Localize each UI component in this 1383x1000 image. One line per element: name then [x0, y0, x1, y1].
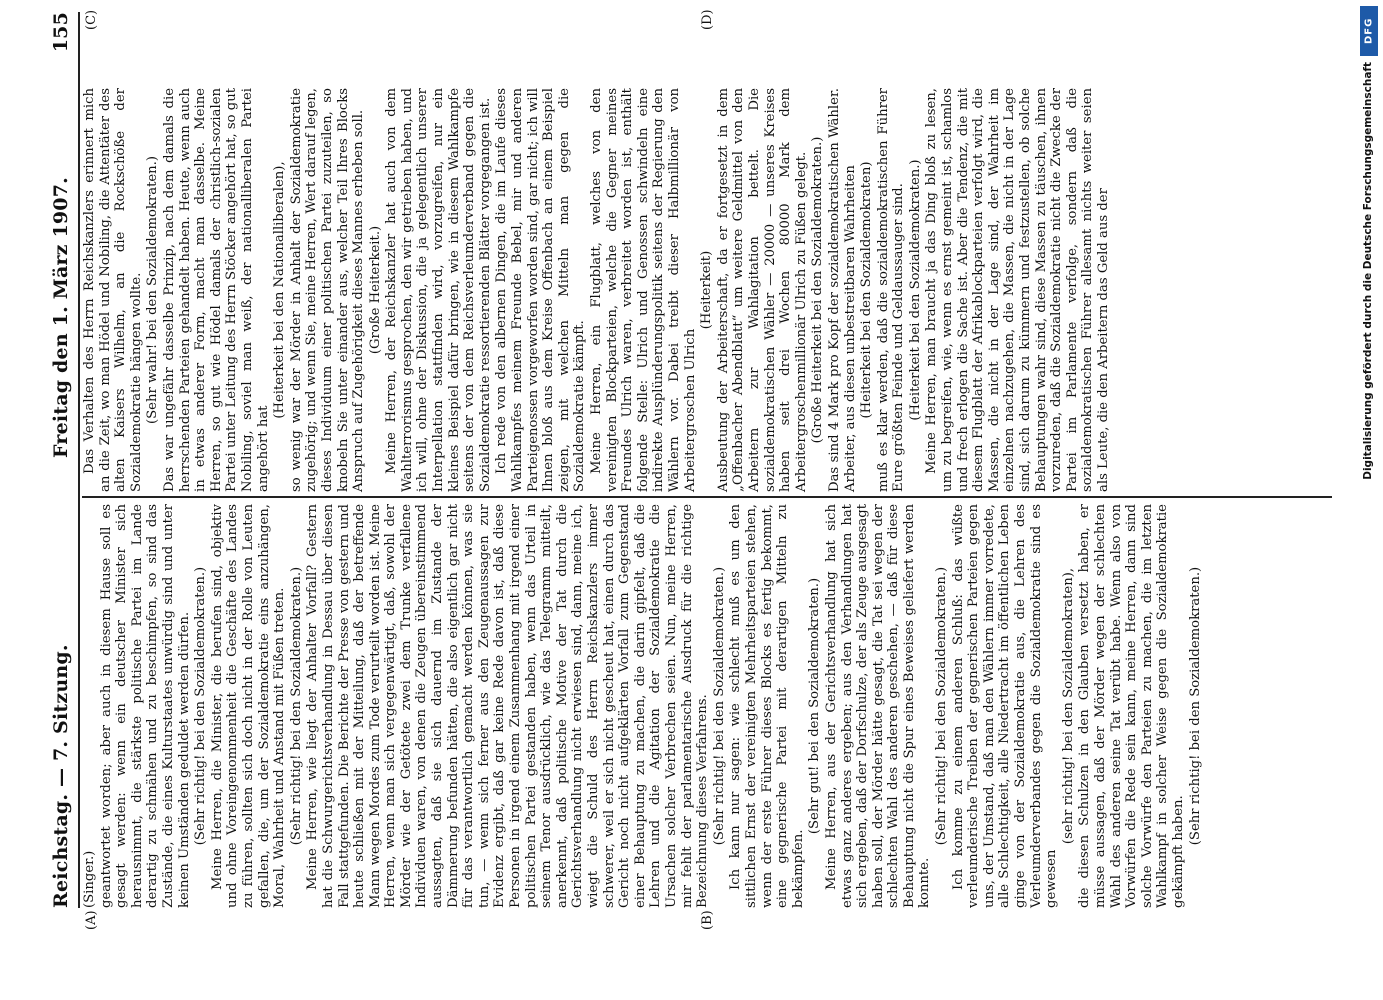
paragraph: muß es klar werden, daß die sozialdemokratischen Führer Eure größten Feinde und Geldaussauger sind.	[875, 88, 907, 492]
page-number: 155	[50, 12, 72, 53]
paragraph: Meine Herren, die Minister, die berufen sind, objektiv und ohne Voreingenommenheit die Geschäfte des Landes zu führen, sollten sich doch nicht in der Rolle von Leuten gefallen, die, um der Sozialdemokratie eins anzuhängen, Moral, Wahrheit und Anstand mit Füßen treten.	[209, 504, 288, 908]
interjection: (Große Heiterkeit.)	[367, 225, 383, 355]
paragraph: Meine Herren, ein Flugblatt, welches von den vereinigten Blockparteien, welche die Gegner meines Freundes Ulrich waren, verbreitet worden ist, enthält folgende Stelle: Ulrich und Genossen schwindeln eine indirekte Ausplünderungspolitik seitens der Regierung den Wählern vor. Dabei treibt dieser Halbmillionär von Arbeitergroschen Ulrich	[589, 88, 698, 492]
paragraph: Ausbeutung der Arbeiterschaft, da er fortgesetzt in dem „Offenbacher Abendblatt“ um weitere Geldmittel von den Arbeitern zur Wahlagitation bettelt. Die sozialdemokratischen Wähler — 20000 — unseres Kreises haben seit drei Wochen 80000 Mark dem Arbeitergroschenmillionär Ulrich zu Füßen gelegt.	[715, 88, 809, 492]
interjection: (Sehr richtig! bei den Sozialdemokraten.)	[1187, 566, 1203, 846]
dfg-logo: DFG	[1360, 6, 1378, 56]
paragraph: Meine Herren, aus der Gerichtsverhandlung hat sich etwas ganz anderes ergeben; aus den Verhandlungen hat sich ergeben, daß der Dorfschulze, der als Zeuge ausgesagt haben soll, der Mörder hätte gesagt, die Tat sei wegen der schlechten Wahl des anderen geschehen, — daß für diese Behauptung nicht die Spur eines Beweises geliefert werden konnte.	[823, 504, 933, 908]
header-session: Reichstag. — 7. Sitzung.	[50, 644, 72, 908]
paragraph: Ich komme zu einem anderen Schluß: das wüßte verleumderische Treiben der gegnerischen Parteien gegen uns, der Umstand, daß man den Wählern immer vorredete, alle Schlechtigkeit, alle Niedertracht im öffentlichen Leben ginge von der Sozialdemokratie aus, die Lehren des Verleumderverbandes gegen die Sozialdemokratie sind es gewesen	[950, 504, 1060, 908]
interjection: (Sehr richtig! bei den Sozialdemokraten.)	[193, 566, 209, 846]
interjection: (Heiterkeit bei den Sozialdemokraten)	[859, 161, 875, 419]
interjection: (Sehr richtig! bei den Sozialdemokraten.)	[934, 566, 950, 846]
paragraph: Ich kann nur sagen: wie schlecht muß es um den sittlichen Ernst der vereinigten Mehrheitsparteien stehen, wenn der erste Führer dieses Blocks es fertig bekommt, eine gegnerische Partei mit derartigen Mitteln zu bekämpfen.	[728, 504, 806, 908]
margin-marker-b: (B)	[700, 910, 715, 930]
page-header	[50, 12, 80, 908]
margin-marker-c: (C)	[84, 9, 99, 30]
paragraph: die diesen Schulzen in den Glauben versetzt haben, er müsse aussagen, daß der Mörder wegen der schlechten Wahl des anderen seine Tat verübt habe. Wenn also von Vorwürfen die Rede sein kann, meine Herren, dann sind solche Vorwürfe den Parteien zu machen, die im letzten Wahlkampf in solcher Weise gegen die Sozialdemokratie gekämpft haben.	[1077, 504, 1186, 908]
left-column	[82, 504, 1204, 908]
digitization-credit-text: Digitalisierung gefördert durch die Deutsche Forschungsgemeinschaft	[1362, 62, 1374, 480]
paragraph: Das sind 4 Mark pro Kopf der sozialdemokratischen Wähler. Arbeiter, aus diesen unbestreitbaren Wahrheiten	[826, 88, 858, 492]
paragraph: geantwortet worden; aber auch in diesem Hause soll es gesagt werden: wenn ein deutscher Minister sich herausnimmt, die stärkste politische Partei im Lande derartig zu schmähen und zu beschimpfen, so sind das Zustände, die eines Kulturstaates unwürdig sind und unter keinen Umständen geduldet werden dürfen.	[98, 504, 192, 908]
interjection: (Sehr richtig! bei den Sozialdemokraten.)	[711, 566, 727, 846]
interjection: (Sehr wahr! bei den Sozialdemokraten.)	[145, 156, 161, 424]
interjection: (Große Heiterkeit bei den Sozialdemokraten.)	[810, 136, 826, 444]
paragraph: (Singer.)	[82, 850, 97, 908]
paragraph: Meine Herren, man braucht ja das Ding bloß zu lesen, um zu begreifen, wie, wenn es ernst gemeint ist, schamlos und frech erlogen die Sache ist. Aber die Tendenz, die mit diesem Flugblatt der Afrikablockparteien verfolgt wird, die Massen, die nicht in der Lage sind, der Wahrheit im einzelnen nachzugehen, die Massen, die nicht in der Lage sind, sich darum zu kümmern und festzustellen, ob solche Behauptungen wahr sind, diese Massen zu täuschen, ihnen vorzureden, daß die Sozialdemokratie nicht die Zwecke der Partei im Parlamente verfolge, sondern daß die sozialdemokratischen Führer allesamt nichts weiter seien als Leute, die den Arbeitern das Geld aus der	[924, 88, 1111, 492]
header-date: Freitag den 1. März 1907.	[50, 177, 72, 458]
interjection: (Heiterkeit)	[699, 250, 715, 330]
digitization-credit	[1358, 0, 1382, 1000]
column-divider	[82, 496, 1332, 498]
right-column	[82, 88, 1113, 492]
header-rule	[78, 12, 80, 908]
interjection: (Sehr richtig! bei den Sozialdemokraten.)	[288, 566, 304, 846]
paragraph: so wenig war der Mörder in Anhalt der Sozialdemokratie zugehörig; und wenn Sie, meine Herren, Wert darauf legen, dieses Individuum einer politischen Partei zuzuteilen, so knobeln Sie unter einander aus, welcher Teil Ihres Blocks Anspruch auf Zugehörigkeit dieses Mannes erheben soll.	[288, 88, 367, 492]
paragraph: Das Verhalten des Herrn Reichskanzlers erinnert mich an die Zeit, wo man Hödel und Nobiling, die Attentäter des alten Kaisers Wilhelm, an die Rockschöße der Sozialdemokratie hängen wollte.	[82, 88, 144, 492]
interjection: (Heiterkeit bei den Sozialdemokraten.)	[907, 159, 923, 421]
interjection: (Heiterkeit bei den Nationalliberalen),	[272, 161, 288, 419]
interjection: (Sehr gut! bei den Sozialdemokraten.)	[807, 577, 823, 835]
paragraph: Meine Herren, der Reichskanzler hat auch von dem Wahlterrorismus gesprochen, den wir getrieben haben, und ich will, ohne der Diskussion, die ja gelegentlich unserer Interpellation stattfinden wird, vorzugreifen, nur ein kleines Beispiel dafür bringen, wie in diesem Wahlkampfe seitens der von dem Reichsverleumderverband gegen die Sozialdemokratie ressortierenden Blätter vorgegangen ist.	[384, 88, 493, 492]
paragraph: Das war ungefähr dasselbe Prinzip, nach dem damals die herrschenden Parteien gehandelt haben. Heute, wenn auch in etwas anderer Form, macht man dasselbe. Meine Herren, so gut wie Hödel damals der christlich-sozialen Partei unter Leitung des Herrn Stöcker angehört hat, so gut Nobiling, soviel man weiß, der nationalliberalen Partei angehört hat	[161, 87, 271, 492]
interjection: (sehr richtig! bei den Sozialdemokraten),	[1060, 567, 1076, 845]
paragraph: Meine Herren, wie liegt der Anhalter Vorfall? Gestern hat die Schwurgerichtsverhandlung in Dessau über diesen Fall stattgefunden. Die Berichte der Presse von gestern und heute schließen mit der Mitteilung, daß der betreffende Mann wegen Mordes zum Tode verurteilt worden ist. Meine Herren, wenn man sich vergegenwärtigt, daß, sowohl der Mörder wie der Getötete zwei dem Trunke verfallene Individuen waren, von denen die Zeugen übereinstimmend aussagten, daß sie sich dauernd im Zustande der Dämmerung befunden hätten, die also eigentlich gar nicht für das verantwortlich gemacht werden können, was sie tun, — wenn sich ferner aus den Zeugenaussagen zur Evidenz ergibt, daß gar keine Rede davon ist, daß diese Personen in irgend einem Zusammenhang mit irgend einer politischen Partei gestanden haben, wenn das Urteil in seinem Tenor ausdrücklich, wie das Telegramm mitteilt, anerkennt, daß politische Motive der Tat durch die Gerichtsverhandlung nicht erwiesen sind, dann, meine ich, wiegt die Schuld des Herrn Reichskanzlers immer schwerer, weil er sich nicht gescheut hat, einen durch das Gericht noch nicht aufgeklärten Vorfall zum Gegenstand einer Behauptung zu machen, die darin gipfelt, daß die Lehren und die Agitation der Sozialdemokratie die Ursachen solcher Verbrechen seien. Nun, meine Herren, mir fehlt der parlamentarische Ausdruck für die richtige Bezeichnung dieses Verfahrens.	[305, 504, 711, 908]
margin-marker-d: (D)	[700, 9, 715, 30]
paragraph: Ich rede von den albernen Dingen, die im Laufe dieses Wahlkampfes meinem Freunde Bebel, mir und anderen Parteigenossen vorgeworfen worden sind, gar nicht; ich will Ihnen bloß aus dem Kreise Offenbach an einem Beispiel zeigen, mit welchen Mitteln man gegen die Sozialdemokratie kämpft.	[494, 88, 588, 492]
margin-marker-a: (A)	[84, 910, 99, 930]
